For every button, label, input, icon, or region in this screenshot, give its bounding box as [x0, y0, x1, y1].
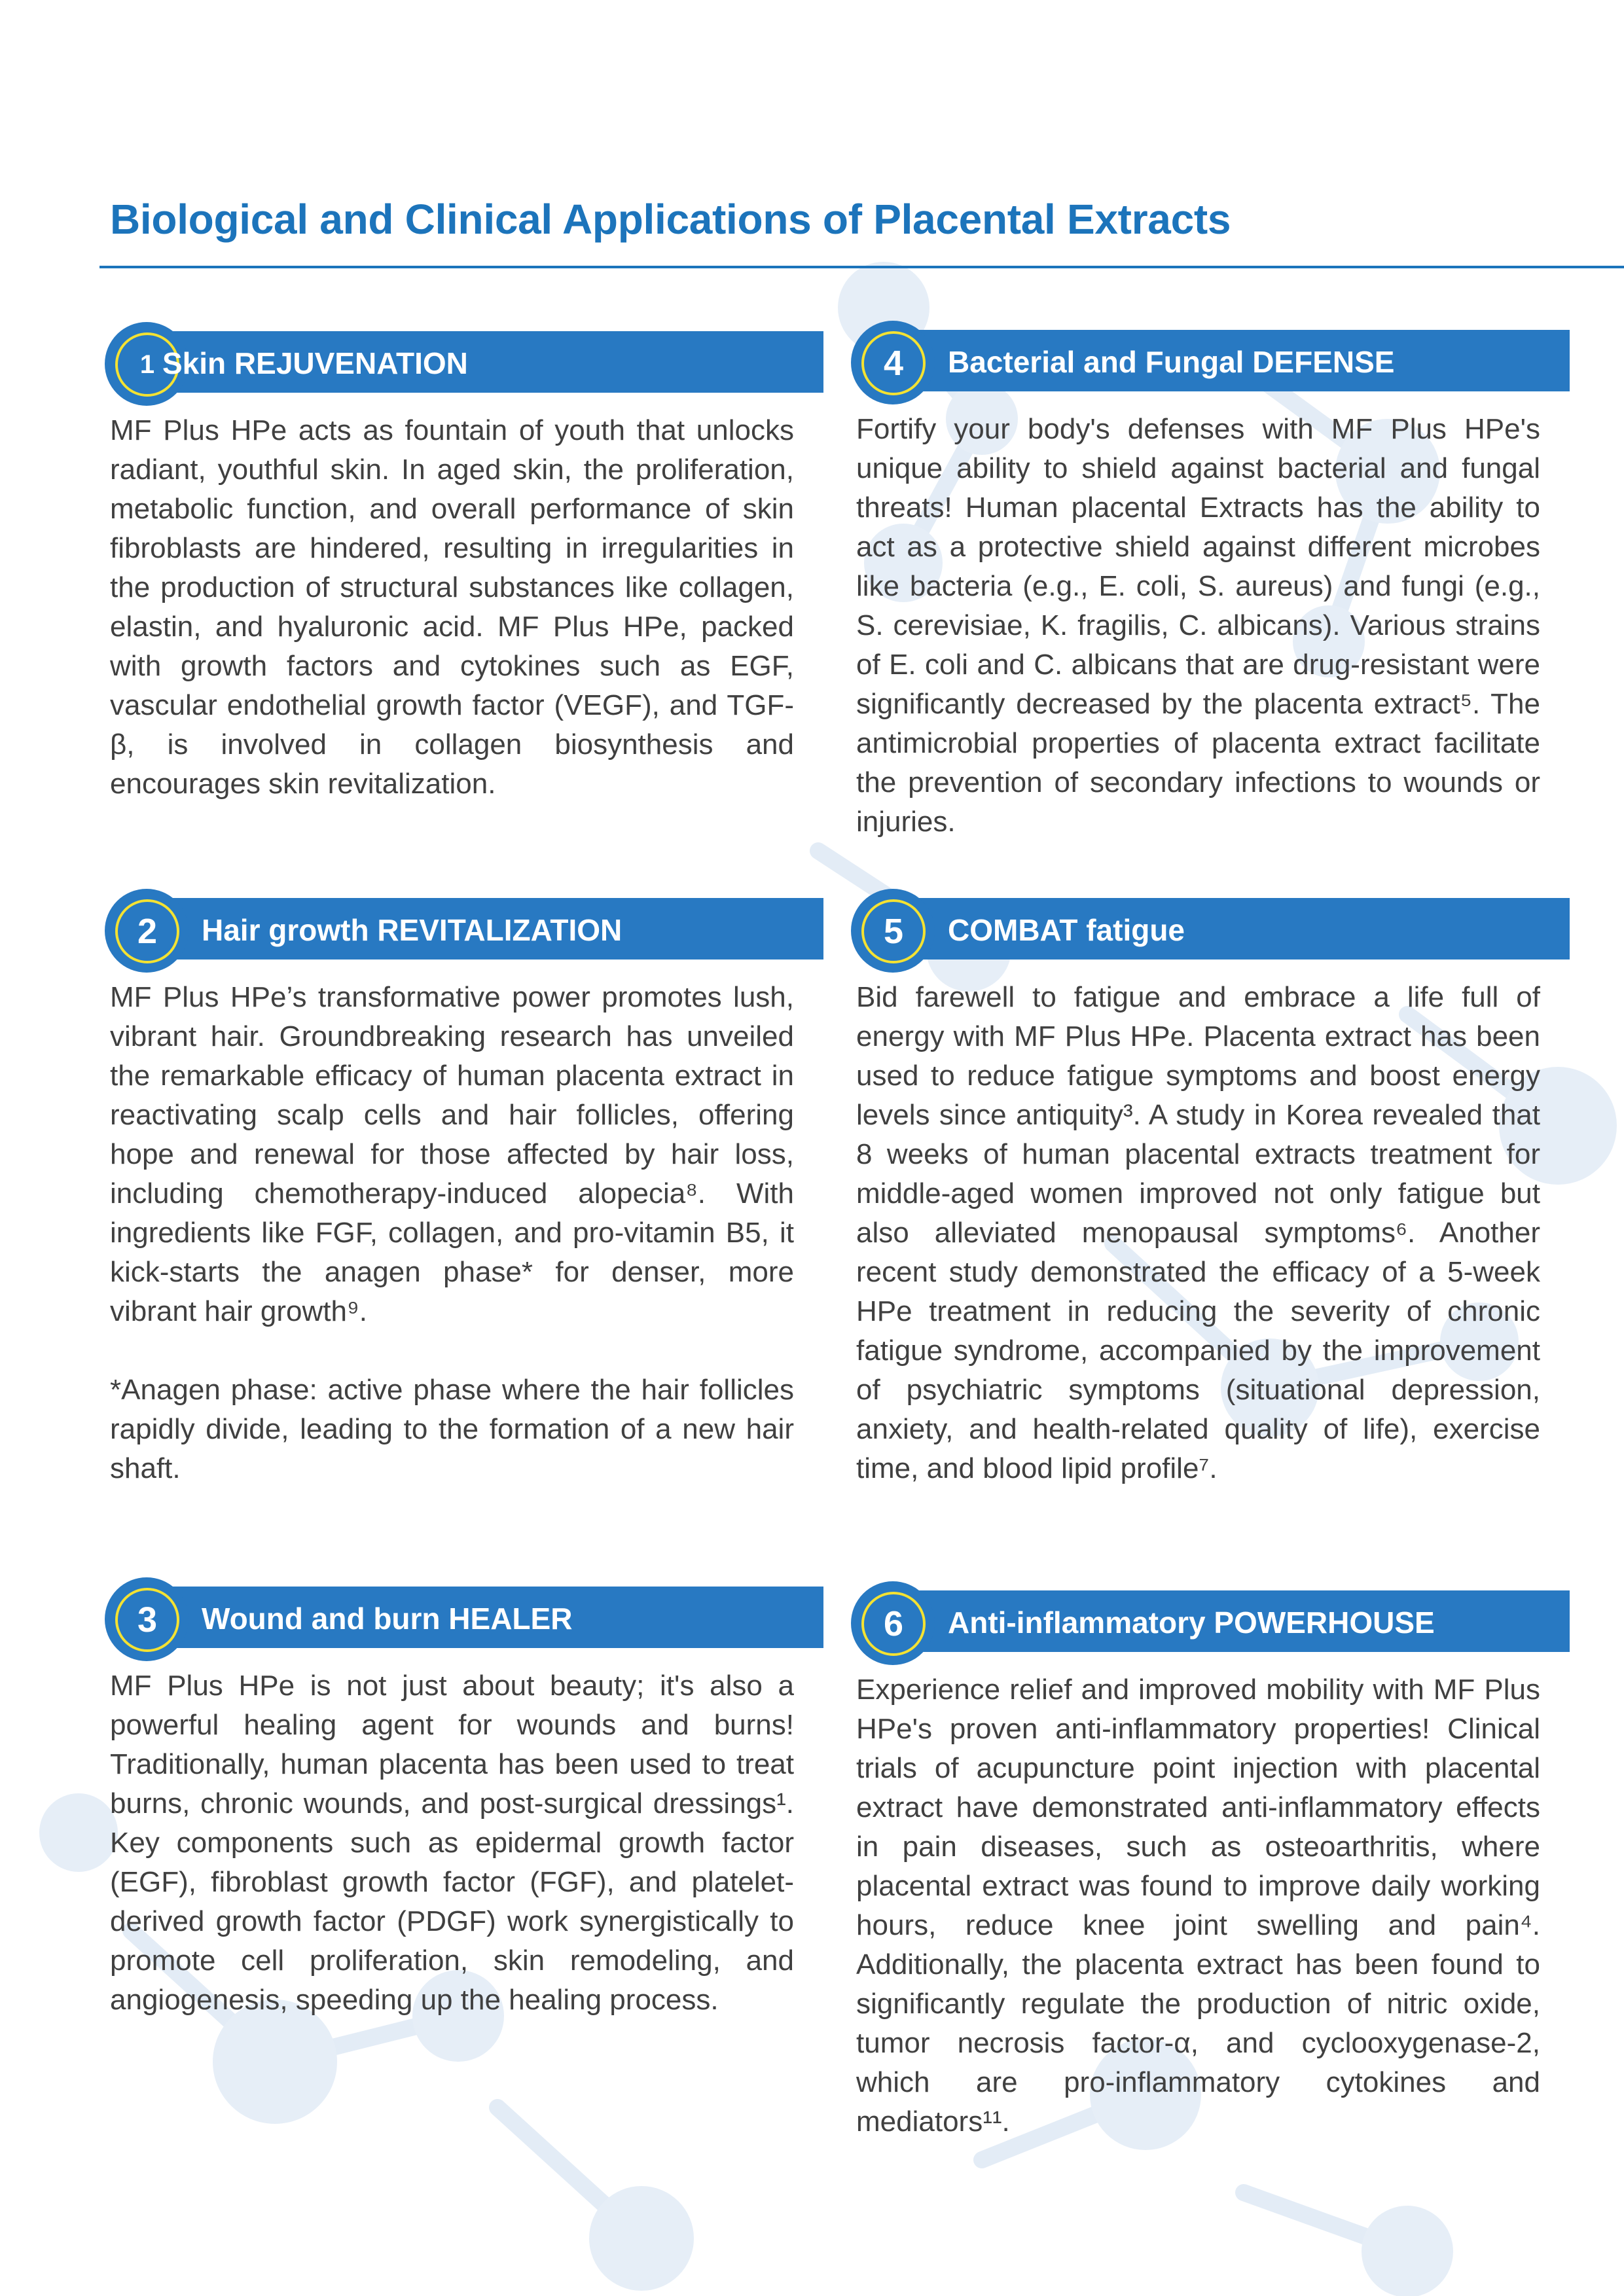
section-title: Skin REJUVENATION — [162, 346, 468, 380]
section-body — [110, 978, 794, 1488]
section-paragraph: MF Plus HPe’s transformative power promotes lush, vibrant hair. Groundbreaking research has unveiled the remarkable efficacy of human placenta extract in reactivating scalp cells and hair follicles, offering hope and renewal for those affected by hair loss, including chemotherapy-induced alopecia⁸. With ingredients like FGF, collagen, and pro-vitamin B5, it kick-starts the anagen phase* for denser, more vibrant hair growth⁹. — [110, 981, 794, 1327]
section-body — [856, 410, 1540, 842]
section-number-badge — [851, 889, 935, 973]
section-title: COMBAT fatigue — [948, 913, 1185, 947]
section-paragraph: Fortify your body's defenses with MF Plus HPe's unique ability to shield against bacterial and fungal threats! Human placental Extracts has the ability to act as a protective shield against different microbes like bacteria (e.g., E. coli, S. aureus) and fungi (e.g., S. cerevisiae, K. fragilis, C. albicans). Various strains of E. coli and C. albicans that are drug-resistant were significantly decreased by the placenta extract⁵. The antimicrobial properties of placenta extract facilitate the prevention of secondary infections to wounds or injuries. — [856, 413, 1540, 838]
section-number: 2 — [115, 899, 179, 963]
section-number-badge — [105, 889, 189, 973]
section-number: 6 — [861, 1592, 926, 1656]
section-title: Anti-inflammatory POWERHOUSE — [948, 1605, 1435, 1640]
section-body — [110, 1666, 794, 2020]
title-divider — [99, 266, 1624, 268]
section-paragraph: MF Plus HPe acts as fountain of youth that unlocks radiant, youthful skin. In aged skin, the proliferation, metabolic function, and overall performance of skin fibroblasts are hindered, resulting in irregularities in the production of structural substances like collagen, elastin, and hyaluronic acid. MF Plus HPe, packed with growth factors and cytokines such as EGF, vascular endothelial growth factor (VEGF), and TGF-β, is involved in collagen biosynthesis and encourages skin revitalization. — [110, 414, 794, 800]
footnote-paragraph: *Anagen phase: active phase where the hair follicles rapidly divide, leading to the formation of a new hair shaft. — [110, 1374, 794, 1484]
section-paragraph: Experience relief and improved mobility with MF Plus HPe's proven anti-inflammatory properties! Clinical trials of acupuncture point injection with placental extract have demonstrated anti-inflammatory effects in pain diseases, such as osteoarthritis, where placental extract was found to improve daily working hours, reduce knee joint swelling and pain⁴. Additionally, the placenta extract has been found to significantly regulate the production of nitric oxide, tumor necrosis factor-α, and cyclooxygenase-2, which are pro-inflammatory cytokines and mediators¹¹. — [856, 1674, 1540, 2138]
section-number: 5 — [861, 899, 926, 963]
section-number: 3 — [115, 1588, 179, 1652]
section-title: Wound and burn HEALER — [202, 1602, 573, 1636]
section-paragraph: MF Plus HPe is not just about beauty; it's also a powerful healing agent for wounds and burns! Traditionally, human placenta has been used to treat burns, chronic wounds, and post-surgical dressings¹. Key components such as epidermal growth factor (EGF), fibroblast growth factor (FGF), and platelet-derived growth factor (PDGF) work synergistically to promote cell proliferation, skin remodeling, and angiogenesis, speeding up the healing process. — [110, 1670, 794, 2016]
section-number: 1 — [115, 332, 179, 397]
section-paragraph: Bid farewell to fatigue and embrace a life full of energy with MF Plus HPe. Placenta extract has been used to reduce fatigue symptoms and boost energy levels since antiquity³. A study in Korea revealed that 8 weeks of human placental extracts treatment for middle-aged women improved not only fatigue but also alleviated menopausal symptoms⁶. Another recent study demonstrated the efficacy of a 5-week HPe treatment in reducing the severity of chronic fatigue syndrome, accompanied by the improvement of psychiatric symptoms (situational depression, anxiety, and health-related quality of life), exercise time, and blood lipid profile⁷. — [856, 981, 1540, 1484]
page-title: Biological and Clinical Applications of Placental Extracts — [110, 196, 1231, 243]
section-number-badge — [105, 1577, 189, 1661]
section-title: Hair growth REVITALIZATION — [202, 913, 623, 947]
section-body — [110, 411, 794, 804]
section-number-badge — [851, 1581, 935, 1665]
section-title: Bacterial and Fungal DEFENSE — [948, 345, 1395, 379]
section-body — [856, 1670, 1540, 2142]
section-number-badge — [851, 321, 935, 404]
section-body — [856, 978, 1540, 1488]
section-number: 4 — [861, 331, 926, 395]
